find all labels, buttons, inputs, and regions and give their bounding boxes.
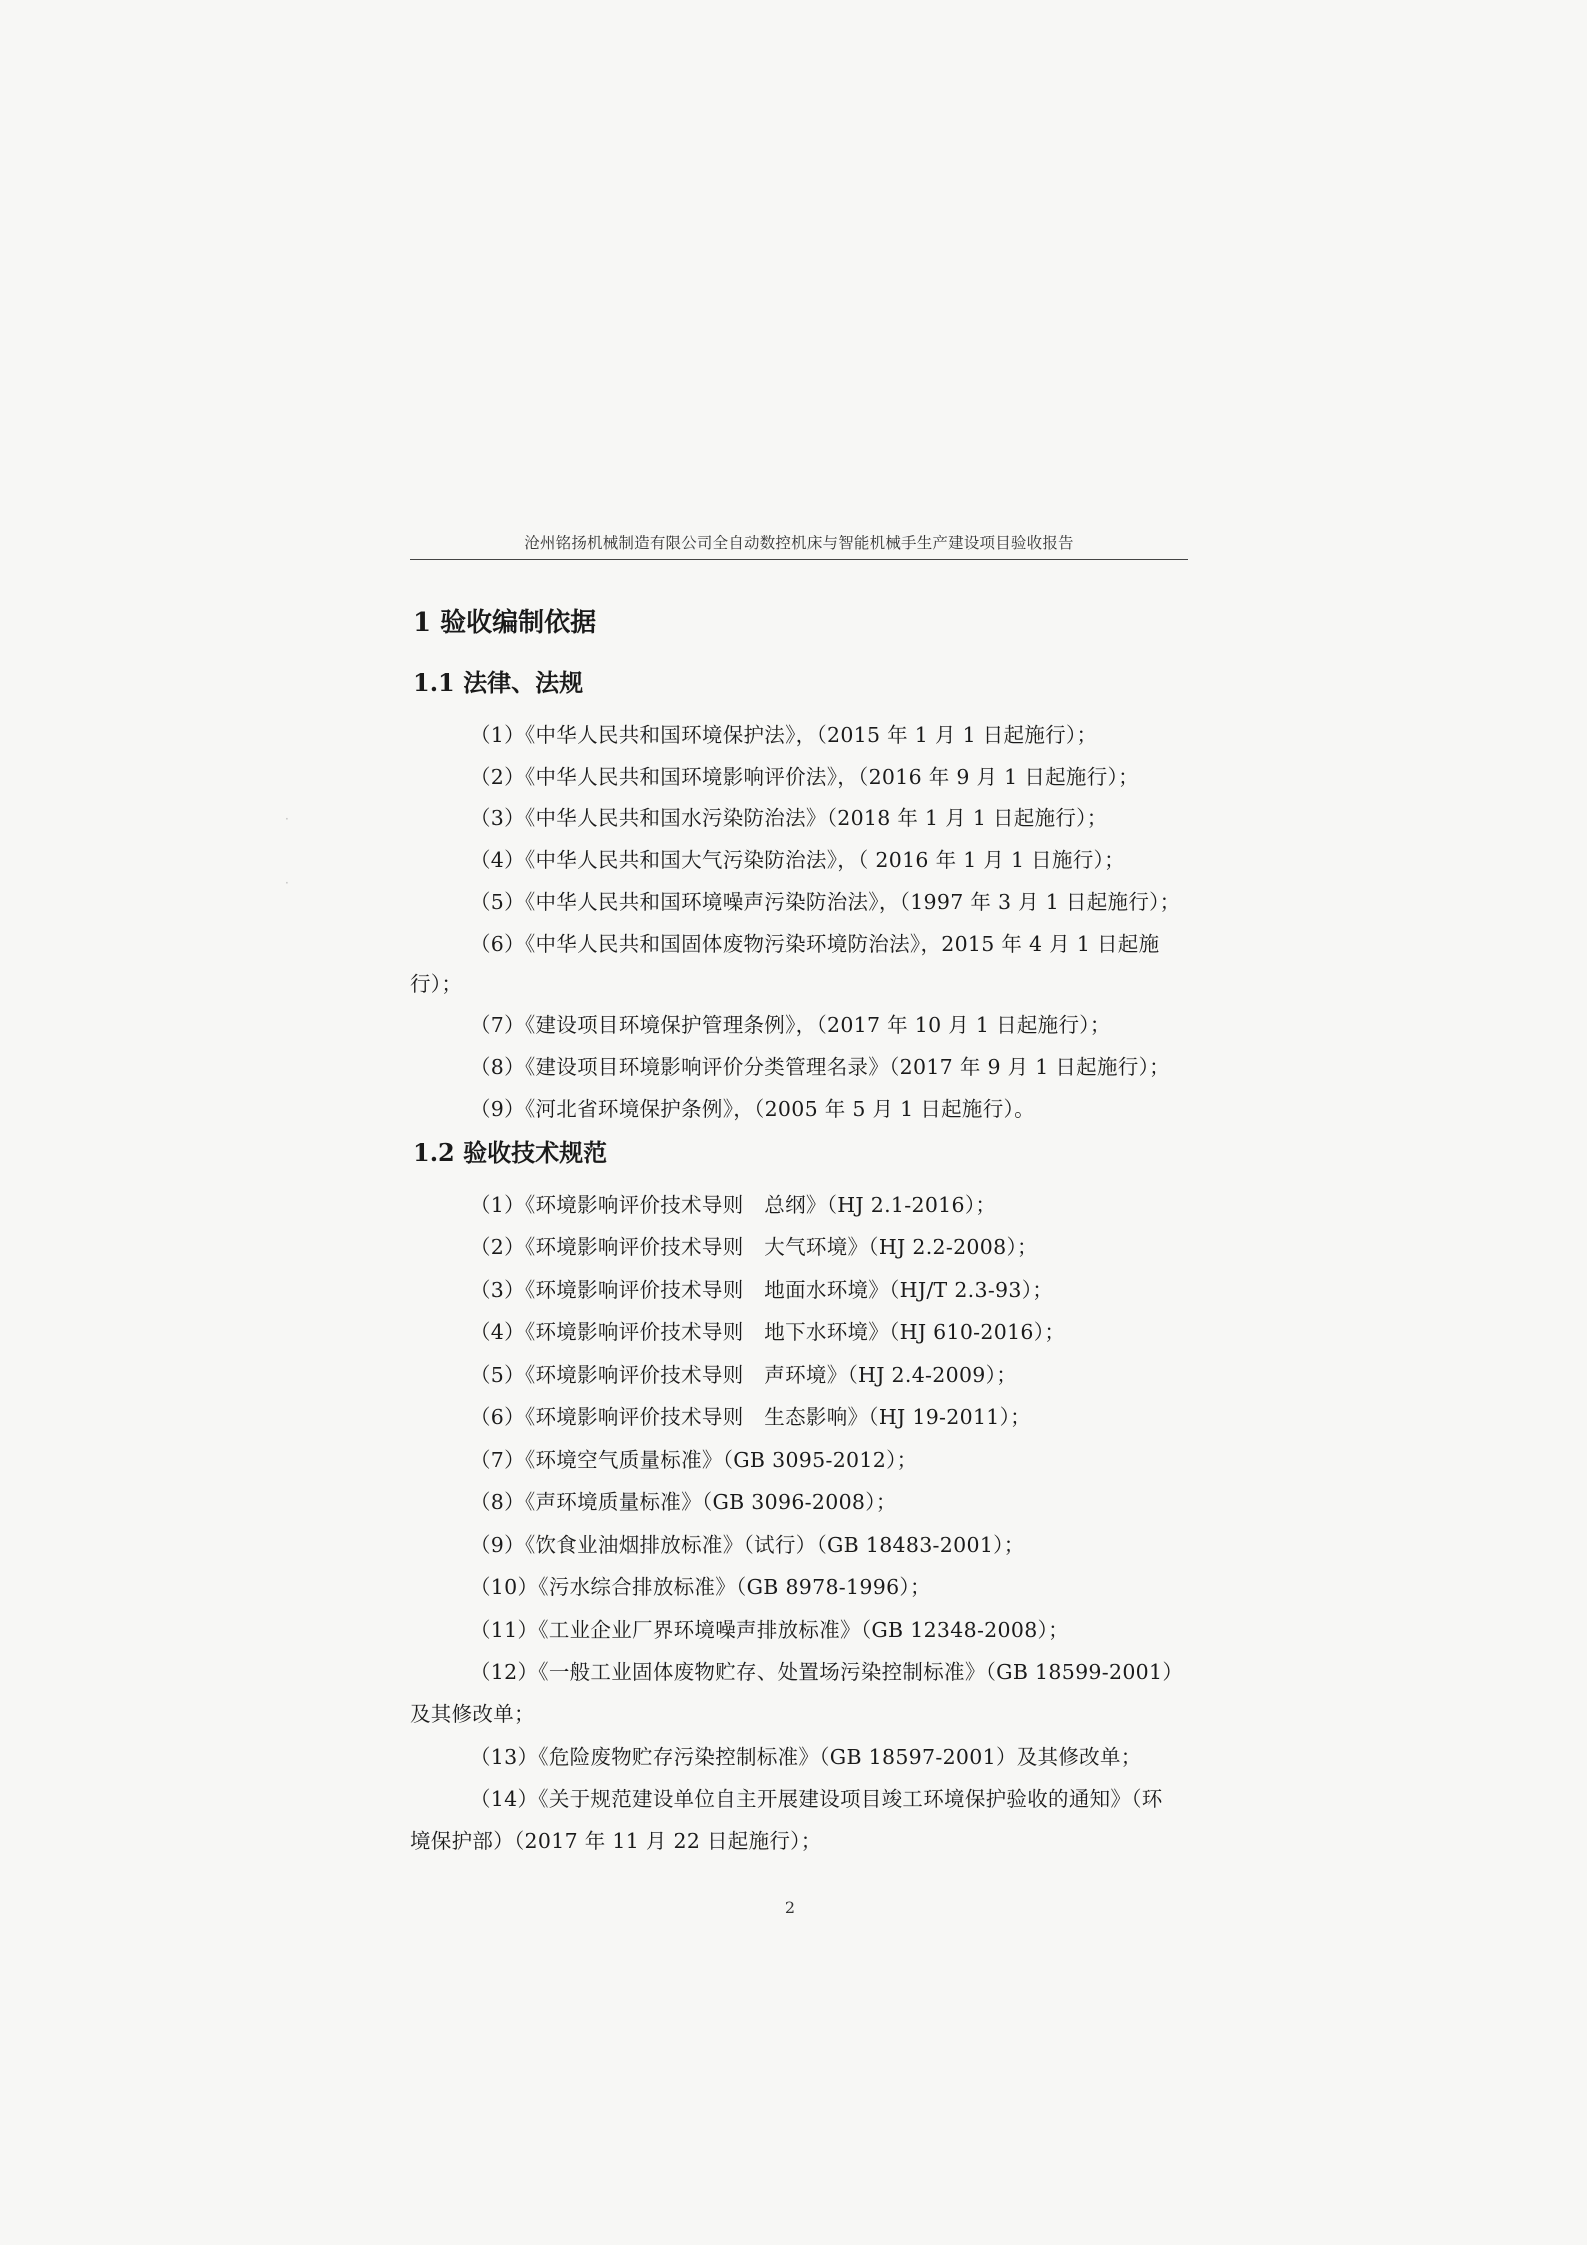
law-item-8: （8）《建设项目环境影响评价分类管理名录》（2017 年 9 月 1 日起施行）； <box>470 1055 1170 1079</box>
law-item-7: （7）《建设项目环境保护管理条例》，（2017 年 10 月 1 日起施行）； <box>470 1013 1111 1037</box>
standard-item-8: （8）《声环境质量标准》（GB 3096-2008）； <box>470 1490 897 1514</box>
law-item-3: （3）《中华人民共和国水污染防治法》（2018 年 1 月 1 日起施行）； <box>470 806 1108 830</box>
standard-item-2: （2）《环境影响评价技术导则 大气环境》（HJ 2.2-2008）； <box>470 1235 1038 1259</box>
standard-item-14-cont: 境保护部）（2017 年 11 月 22 日起施行）； <box>410 1829 822 1853</box>
law-item-5: （5）《中华人民共和国环境噪声污染防治法》，（1997 年 3 月 1 日起施行）； <box>470 890 1181 914</box>
standard-item-12-cont: 及其修改单； <box>410 1702 535 1726</box>
law-item-1: （1）《中华人民共和国环境保护法》，（2015 年 1 月 1 日起施行）； <box>470 723 1098 747</box>
scan-speck: · <box>285 876 289 890</box>
law-item-2: （2）《中华人民共和国环境影响评价法》，（2016 年 9 月 1 日起施行）； <box>470 765 1139 789</box>
section-title: 1 验收编制依据 <box>413 608 597 638</box>
subsection-title-tech-standards: 1.2 验收技术规范 <box>413 1138 608 1167</box>
standard-item-11: （11）《工业企业厂界环境噪声排放标准》（GB 12348-2008）； <box>470 1618 1069 1642</box>
law-item-6: （6）《中华人民共和国固体废物污染环境防治法》，2015 年 4 月 1 日起施 <box>470 932 1160 956</box>
scan-speck: · <box>285 812 289 826</box>
law-item-9: （9）《河北省环境保护条例》，（2005 年 5 月 1 日起施行）。 <box>470 1097 1035 1121</box>
law-item-4: （4）《中华人民共和国大气污染防治法》，（ 2016 年 1 月 1 日施行）； <box>470 848 1125 872</box>
standard-item-3: （3）《环境影响评价技术导则 地面水环境》（HJ/T 2.3-93）； <box>470 1278 1054 1302</box>
standard-item-13: （13）《危险废物贮存污染控制标准》（GB 18597-2001）及其修改单； <box>470 1745 1142 1769</box>
subsection-title-laws: 1.1 法律、法规 <box>413 668 584 697</box>
standard-item-12: （12）《一般工业固体废物贮存、处置场污染控制标准》（GB 18599-2001） <box>470 1660 1184 1684</box>
standard-item-1: （1）《环境影响评价技术导则 总纲》（HJ 2.1-2016）； <box>470 1193 997 1217</box>
standard-item-4: （4）《环境影响评价技术导则 地下水环境》（HJ 610-2016）； <box>470 1320 1066 1344</box>
header-rule <box>410 559 1188 560</box>
standard-item-6: （6）《环境影响评价技术导则 生态影响》（HJ 19-2011）； <box>470 1405 1031 1429</box>
running-header: 沧州铭扬机械制造有限公司全自动数控机床与智能机械手生产建设项目验收报告 <box>524 534 1074 552</box>
standard-item-10: （10）《污水综合排放标准》（GB 8978-1996）； <box>470 1575 931 1599</box>
standard-item-5: （5）《环境影响评价技术导则 声环境》（HJ 2.4-2009）； <box>470 1363 1018 1387</box>
standard-item-7: （7）《环境空气质量标准》（GB 3095-2012）； <box>470 1448 918 1472</box>
law-item-6-cont: 行）； <box>410 972 463 996</box>
standard-item-14: （14）《关于规范建设单位自主开展建设项目竣工环境保护验收的通知》（环 <box>470 1787 1163 1811</box>
standard-item-9: （9）《饮食业油烟排放标准》（试行）（GB 18483-2001）； <box>470 1533 1025 1557</box>
page-number: 2 <box>784 1898 796 1917</box>
